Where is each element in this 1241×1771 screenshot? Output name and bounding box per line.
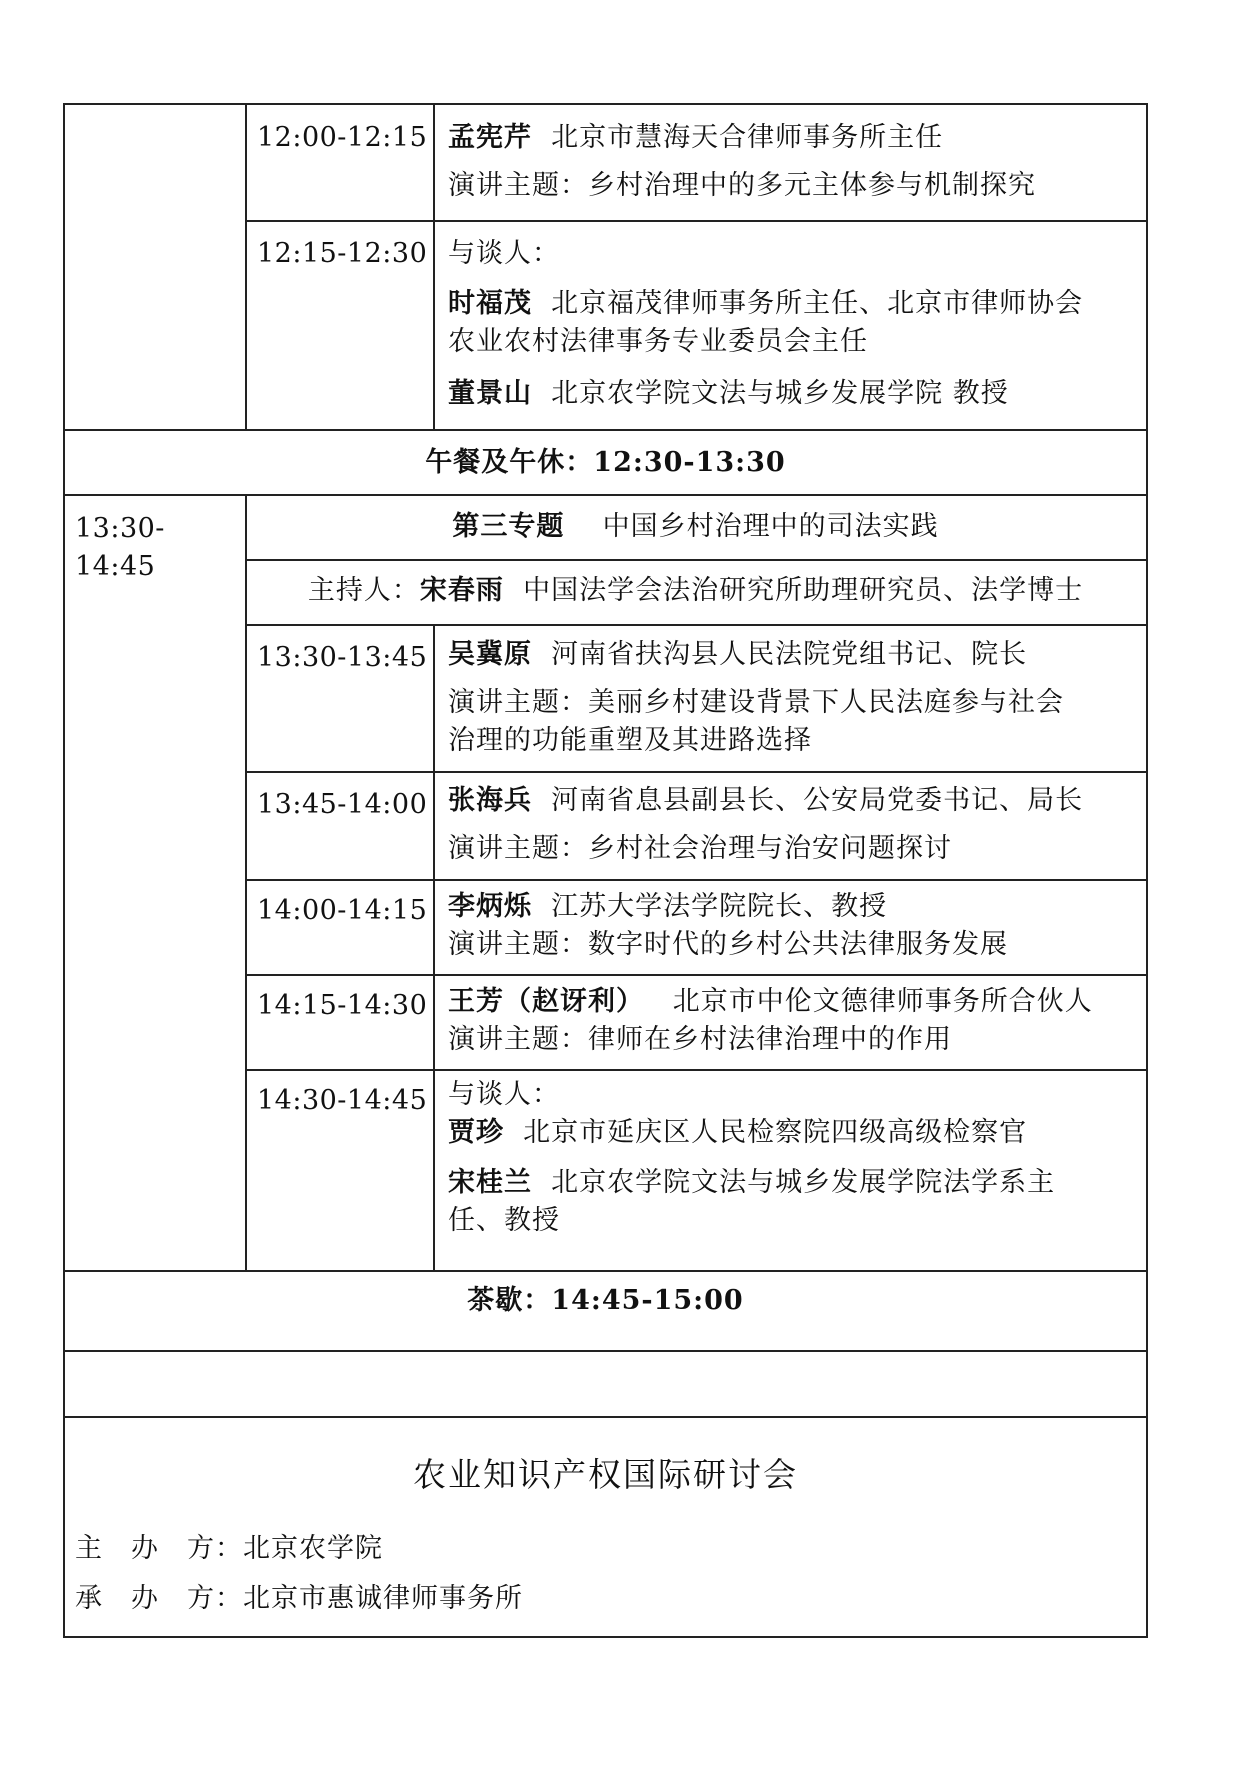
tea-break-row xyxy=(63,1272,1148,1352)
lunch-break-row xyxy=(63,431,1148,496)
discussant-name: 宋桂兰 xyxy=(448,1167,532,1198)
speaker-line xyxy=(448,119,943,157)
speaker-line xyxy=(448,983,1093,1021)
organizer-line xyxy=(75,1580,523,1618)
speech-topic: 演讲主题：数字时代的乡村公共法律服务发展 xyxy=(448,929,1008,960)
host-label: 主持人： xyxy=(307,575,420,606)
time-slot: 14:00-14:15 xyxy=(257,895,428,926)
agenda-document xyxy=(63,103,1148,1638)
conference-title: 农业知识产权国际研讨会 xyxy=(413,1455,798,1494)
discussant-title: 北京福茂律师事务所主任、北京市律师协会 xyxy=(551,288,1084,319)
lunch-break-label: 午餐及午休：12:30-13:30 xyxy=(425,447,786,478)
host-name: 宋春雨 xyxy=(419,575,504,606)
discussant-line xyxy=(448,1114,1027,1152)
organizer-label: 承 办 方： xyxy=(75,1583,243,1614)
session-title xyxy=(245,508,1146,546)
speaker-title: 河南省扶沟县人民法院党组书记、院长 xyxy=(551,639,1028,670)
tea-break-label: 茶歇：14:45-15:00 xyxy=(467,1285,744,1316)
speech-topic: 演讲主题：律师在乡村法律治理中的作用 xyxy=(448,1024,952,1055)
session-time-range: 13:30- xyxy=(75,513,165,544)
session-host xyxy=(245,572,1146,610)
discussant-line xyxy=(448,285,1083,323)
speech-topic-cont: 治理的功能重塑及其进路选择 xyxy=(448,725,812,756)
speaker-name: 王芳（赵讶利） xyxy=(448,986,644,1017)
agenda-block-morning-continuation xyxy=(63,103,1148,431)
discussant-name: 贾珍 xyxy=(448,1117,504,1148)
discussant-name: 董景山 xyxy=(448,378,532,409)
speaker-title: 江苏大学法学院院长、教授 xyxy=(551,891,888,922)
host-organization-value: 北京农学院 xyxy=(243,1533,383,1564)
host-title: 中国法学会法治研究所助理研究员、法学博士 xyxy=(523,575,1084,606)
speaker-line xyxy=(448,782,1083,820)
speaker-title: 北京市慧海天合律师事务所主任 xyxy=(551,122,944,153)
session-title-label: 第三专题 xyxy=(452,511,565,542)
session-time-range-end: 14:45 xyxy=(75,551,156,582)
discussant-line xyxy=(448,375,1009,413)
discussant-title: 北京市延庆区人民检察院四级高级检察官 xyxy=(523,1117,1028,1148)
speech-topic: 演讲主题：乡村治理中的多元主体参与机制探究 xyxy=(448,170,1036,201)
session-three-block xyxy=(63,496,1148,1272)
discussant-title: 北京农学院文法与城乡发展学院 教授 xyxy=(551,378,1009,409)
discussant-name: 时福茂 xyxy=(448,288,532,319)
discussant-label: 与谈人： xyxy=(448,238,560,269)
session-title-text: 中国乡村治理中的司法实践 xyxy=(602,511,939,542)
speech-topic: 演讲主题：乡村社会治理与治安问题探讨 xyxy=(448,833,952,864)
speaker-name: 张海兵 xyxy=(448,785,532,816)
speaker-name: 孟宪芹 xyxy=(448,122,532,153)
speaker-title: 北京市中伦文德律师事务所合伙人 xyxy=(672,986,1093,1017)
discussant-title-cont: 任、教授 xyxy=(448,1205,560,1236)
host-organization-label: 主 办 方： xyxy=(75,1533,243,1564)
conference-info-block xyxy=(63,1418,1148,1638)
time-slot: 13:30-13:45 xyxy=(257,642,428,673)
discussant-title-cont: 农业农村法律事务专业委员会主任 xyxy=(448,326,868,357)
speaker-line xyxy=(448,888,887,926)
speaker-title: 河南省息县副县长、公安局党委书记、局长 xyxy=(551,785,1084,816)
speaker-line xyxy=(448,636,1027,674)
host-organization-line xyxy=(75,1530,383,1568)
discussant-line xyxy=(448,1164,1055,1202)
discussant-title: 北京农学院文法与城乡发展学院法学系主 xyxy=(551,1167,1056,1198)
discussant-label: 与谈人： xyxy=(448,1079,560,1110)
time-slot: 12:00-12:15 xyxy=(257,122,428,153)
speaker-name: 李炳烁 xyxy=(448,891,532,922)
time-slot: 14:15-14:30 xyxy=(257,990,428,1021)
time-slot: 12:15-12:30 xyxy=(257,238,428,269)
empty-row xyxy=(63,1352,1148,1418)
time-slot: 14:30-14:45 xyxy=(257,1085,428,1116)
time-slot: 13:45-14:00 xyxy=(257,789,428,820)
speaker-name: 吴冀原 xyxy=(448,639,532,670)
organizer-value: 北京市惠诚律师事务所 xyxy=(243,1583,523,1614)
speech-topic: 演讲主题：美丽乡村建设背景下人民法庭参与社会 xyxy=(448,687,1064,718)
